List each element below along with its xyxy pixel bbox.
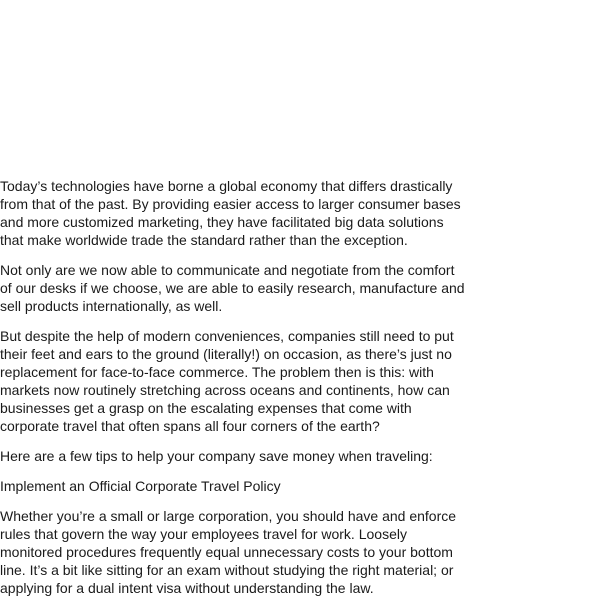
- paragraph-tips-intro: Here are a few tips to help your company save money when traveling:: [0, 448, 433, 464]
- paragraph-communication: Not only are we now able to communicate and negotiate from the comfort of our desks if we choose, we are able to easily research, manufacture and sell products internationally, as well.: [0, 262, 465, 314]
- paragraph-intro: Today’s technologies have borne a global economy that differs drastically from that of the past. By providing easier access to larger consumer bases and more customized marketing, they have facilitated big data solutions that make worldwide trade the standard rather than the exception.: [0, 178, 461, 248]
- section-heading-travel-policy: Implement an Official Corporate Travel Policy: [0, 478, 281, 494]
- document-body: [0, 177, 468, 609]
- paragraph-travel-policy: Whether you’re a small or large corporation, you should have and enforce rules that govern the way your employees travel for work. Loosely monitored procedures frequently equal unnecessary costs to your bottom line. It’s a bit like sitting for an exam without studying the right material; or applying for a dual intent visa without understanding the law.: [0, 508, 457, 596]
- paragraph-problem: But despite the help of modern conveniences, companies still need to put their feet and ears to the ground (literally!) on occasion, as there’s just no replacement for face-to-face commerce. The problem then is this: with markets now routinely stretching across oceans and continents, how can businesses get a grasp on the escalating expenses that come with corporate travel that often spans all four corners of the earth?: [0, 328, 454, 434]
